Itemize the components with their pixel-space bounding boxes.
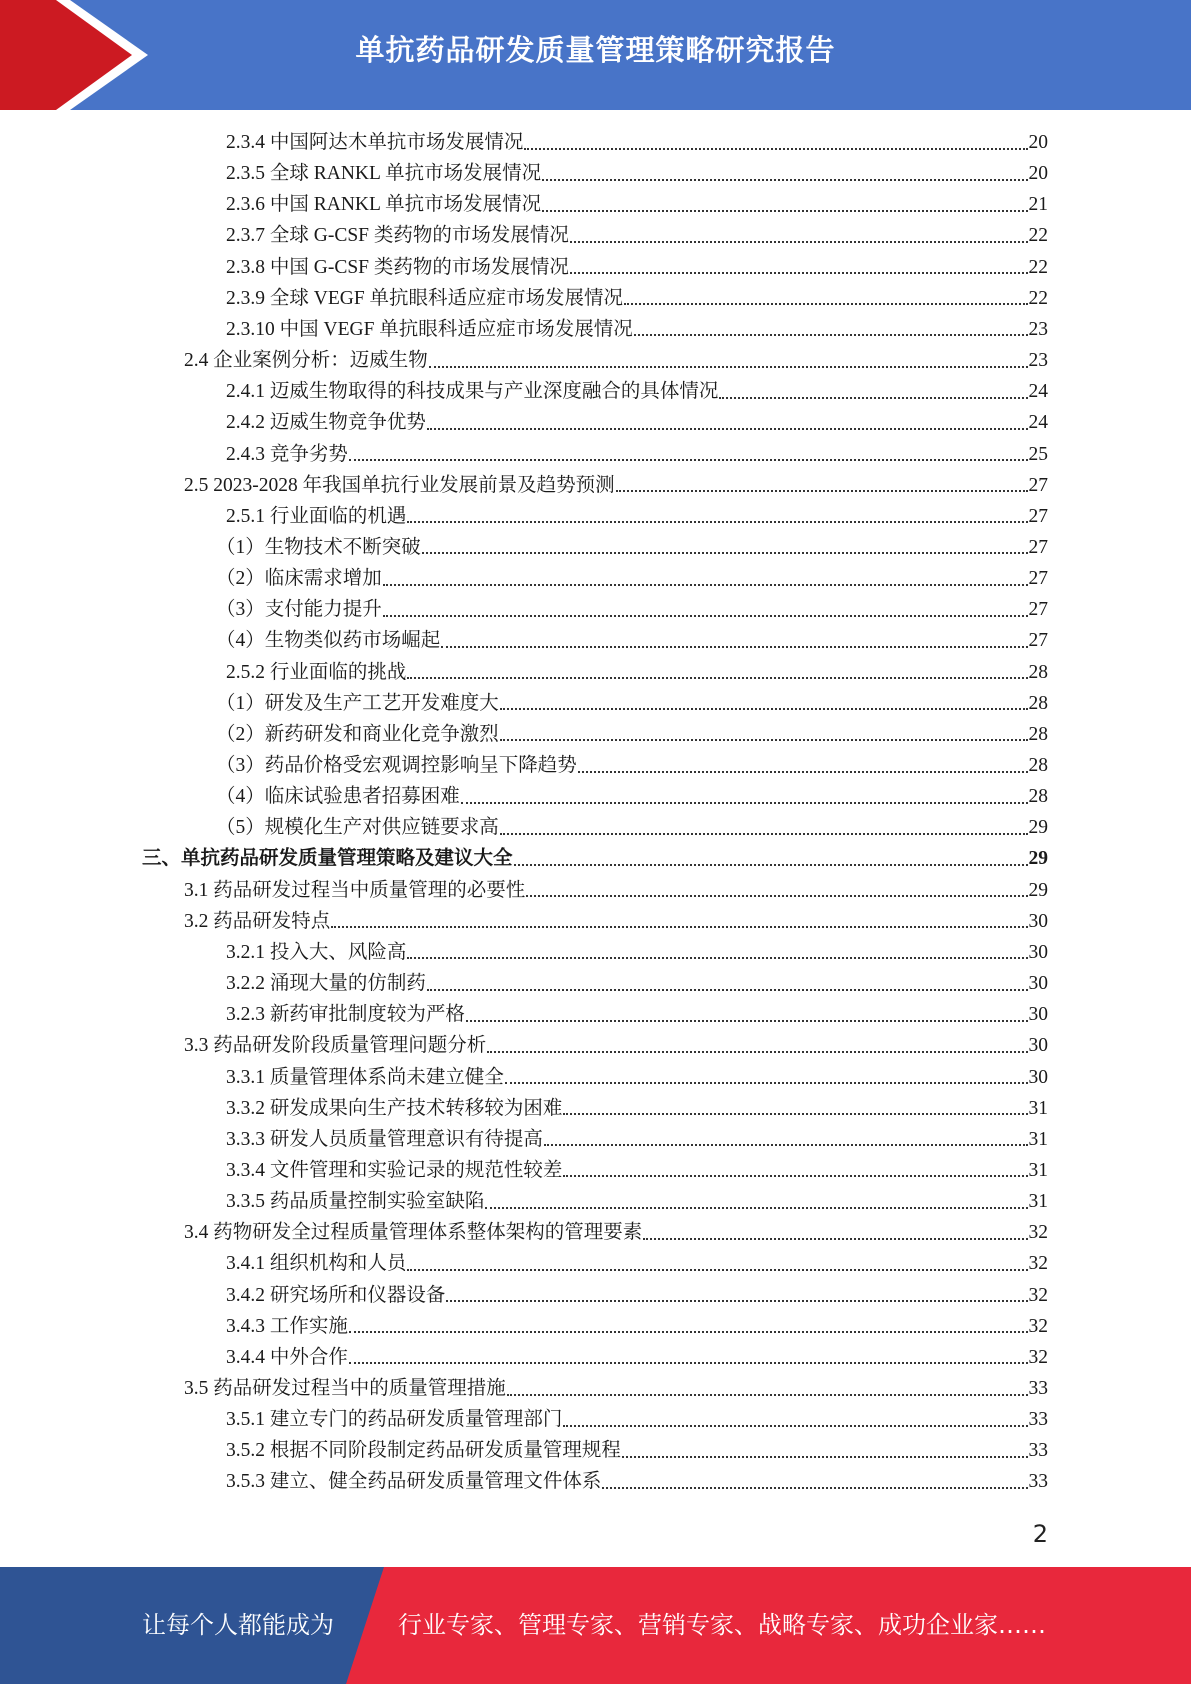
toc-dot-leader	[500, 739, 1028, 741]
toc-entry[interactable]	[226, 1404, 1048, 1435]
toc-entry-title: 2.3.8 中国 G-CSF 类药物的市场发展情况	[226, 256, 569, 278]
toc-entry-page: 31	[1028, 1159, 1048, 1181]
toc-entry[interactable]	[216, 594, 1048, 625]
toc-entry-page: 30	[1028, 973, 1048, 995]
toc-entry[interactable]	[226, 501, 1048, 532]
toc-dot-leader	[526, 895, 1027, 897]
toc-entry[interactable]	[226, 127, 1048, 158]
toc-dot-leader	[507, 1394, 1028, 1396]
toc-entry-title: 3.2 药品研发特点	[184, 910, 331, 932]
toc-entry[interactable]	[184, 1373, 1048, 1404]
toc-entry[interactable]	[184, 875, 1048, 906]
toc-entry-page: 31	[1028, 1191, 1048, 1213]
toc-entry[interactable]	[226, 158, 1048, 189]
toc-entry-page: 30	[1028, 910, 1048, 932]
toc-entry[interactable]	[226, 657, 1048, 688]
page-number: 2	[1032, 1520, 1048, 1548]
page-footer	[0, 1567, 1191, 1684]
toc-entry[interactable]	[216, 625, 1048, 656]
toc-entry-page: 22	[1028, 256, 1048, 278]
toc-entry[interactable]	[226, 1093, 1048, 1124]
toc-entry[interactable]	[226, 1155, 1048, 1186]
toc-entry-title: 3.3.1 质量管理体系尚未建立健全	[226, 1066, 504, 1088]
toc-entry-page: 22	[1028, 225, 1048, 247]
toc-dot-leader	[544, 1144, 1028, 1146]
toc-entry-title: （2）新药研发和商业化竞争激烈	[216, 723, 499, 745]
toc-entry[interactable]	[184, 1030, 1048, 1061]
toc-entry[interactable]	[216, 750, 1048, 781]
toc-dot-leader	[407, 957, 1027, 959]
toc-entry[interactable]	[216, 688, 1048, 719]
toc-entry[interactable]	[226, 1124, 1048, 1155]
toc-dot-leader	[500, 708, 1028, 710]
toc-dot-leader	[429, 366, 1028, 368]
toc-dot-leader	[487, 1051, 1027, 1053]
toc-dot-leader	[427, 428, 1028, 430]
toc-entry-title: （3）支付能力提升	[216, 599, 382, 621]
toc-entry[interactable]	[226, 1186, 1048, 1217]
toc-dot-leader	[349, 459, 1028, 461]
toc-entry-page: 23	[1028, 350, 1048, 372]
toc-entry-page: 27	[1028, 630, 1048, 652]
toc-entry[interactable]	[226, 252, 1048, 283]
toc-dot-leader	[563, 1113, 1027, 1115]
toc-entry-title: 2.5.1 行业面临的机遇	[226, 505, 407, 527]
toc-dot-leader	[485, 1207, 1027, 1209]
toc-dot-leader	[563, 1175, 1027, 1177]
page-header	[0, 0, 1191, 110]
toc-entry[interactable]	[184, 1217, 1048, 1248]
toc-entry-title: 3.4.4 中外合作	[226, 1346, 348, 1368]
toc-entry[interactable]	[226, 376, 1048, 407]
toc-entry-title: 3.4.3 工作实施	[226, 1315, 348, 1337]
toc-entry[interactable]	[226, 407, 1048, 438]
toc-entry-title: 2.3.9 全球 VEGF 单抗眼科适应症市场发展情况	[226, 287, 624, 309]
toc-entry-page: 27	[1028, 505, 1048, 527]
toc-entry-page: 30	[1028, 1035, 1048, 1057]
toc-entry[interactable]	[226, 1280, 1048, 1311]
toc-entry-title: 3.5.2 根据不同阶段制定药品研发质量管理规程	[226, 1440, 621, 1462]
toc-entry-title: （3）药品价格受宏观调控影响呈下降趋势	[216, 755, 577, 776]
toc-entry[interactable]	[226, 1311, 1048, 1342]
toc-entry[interactable]	[226, 439, 1048, 470]
toc-entry-title: 2.4.2 迈威生物竞争优势	[226, 412, 426, 434]
toc-dot-leader	[624, 303, 1027, 305]
toc-entry-page: 22	[1028, 287, 1048, 309]
toc-dot-leader	[524, 148, 1027, 150]
toc-dot-leader	[461, 802, 1028, 804]
toc-entry-page: 33	[1028, 1471, 1048, 1493]
toc-dot-leader	[500, 833, 1028, 835]
report-title: 单抗药品研发质量管理策略研究报告	[355, 33, 836, 67]
toc-entry-title: （1）研发及生产工艺开发难度大	[216, 692, 499, 714]
toc-entry[interactable]	[226, 220, 1048, 251]
toc-entry-page: 33	[1028, 1378, 1048, 1399]
toc-entry-page: 30	[1028, 1004, 1048, 1026]
toc-dot-leader	[514, 864, 1028, 866]
toc-entry-page: 27	[1028, 568, 1048, 590]
toc-entry-title: 2.3.5 全球 RANKL 单抗市场发展情况	[226, 163, 542, 185]
toc-entry[interactable]	[226, 1342, 1048, 1373]
toc-entry-page: 20	[1028, 132, 1048, 153]
toc-entry[interactable]	[184, 345, 1048, 376]
toc-entry-title: 2.3.7 全球 G-CSF 类药物的市场发展情况	[226, 225, 569, 247]
toc-entry-title: 三、单抗药品研发质量管理策略及建议大全	[142, 848, 513, 870]
toc-entry-page: 32	[1028, 1346, 1048, 1368]
toc-entry-page: 28	[1028, 661, 1048, 683]
toc-entry-title: 3.3.3 研发人员质量管理意识有待提高	[226, 1128, 543, 1150]
toc-dot-leader	[422, 552, 1028, 554]
toc-entry[interactable]	[216, 781, 1048, 812]
toc-entry-title: 2.5.2 行业面临的挑战	[226, 661, 407, 683]
toc-entry-page: 21	[1028, 194, 1048, 216]
toc-entry[interactable]	[226, 999, 1048, 1030]
toc-entry-title: 3.5 药品研发过程当中的质量管理措施	[184, 1378, 506, 1399]
toc-entry-title: 2.3.6 中国 RANKL 单抗市场发展情况	[226, 194, 542, 216]
toc-entry-title: 2.5 2023-2028 年我国单抗行业发展前景及趋势预测	[184, 474, 615, 496]
toc-dot-leader	[570, 272, 1028, 274]
toc-entry[interactable]	[184, 470, 1048, 501]
toc-entry-title: 3.3 药品研发阶段质量管理问题分析	[184, 1035, 487, 1057]
toc-entry[interactable]	[216, 532, 1048, 563]
toc-entry[interactable]	[226, 1466, 1048, 1497]
toc-dot-leader	[643, 1238, 1027, 1240]
toc-entry-title: 3.3.4 文件管理和实验记录的规范性较差	[226, 1159, 563, 1181]
toc-entry-title: 3.5.1 建立专门的药品研发质量管理部门	[226, 1409, 563, 1431]
toc-entry[interactable]	[216, 719, 1048, 750]
toc-entry-title: 3.3.2 研发成果向生产技术转移较为困难	[226, 1097, 563, 1119]
toc-entry-title: 3.3.5 药品质量控制实验室缺陷	[226, 1191, 485, 1213]
toc-entry[interactable]	[226, 1062, 1048, 1093]
toc-entry-page: 33	[1028, 1409, 1048, 1431]
toc-entry[interactable]	[216, 812, 1048, 843]
footer-slogan-left: 让每个人都能成为	[142, 1611, 334, 1639]
toc-dot-leader	[331, 926, 1027, 928]
footer-slogan-right: 行业专家、管理专家、营销专家、战略专家、成功企业家……	[398, 1611, 1046, 1639]
toc-dot-leader	[407, 677, 1027, 679]
toc-entry[interactable]	[226, 1435, 1048, 1466]
toc-entry-page: 29	[1028, 848, 1048, 870]
toc-entry-page: 31	[1028, 1128, 1048, 1150]
toc-dot-leader	[383, 584, 1028, 586]
toc-dot-leader	[602, 1487, 1027, 1489]
toc-entry-page: 28	[1028, 692, 1048, 714]
toc-entry-title: 3.4.1 组织机构和人员	[226, 1253, 407, 1275]
toc-entry-title: 3.4 药物研发全过程质量管理体系整体架构的管理要素	[184, 1222, 643, 1244]
toc-dot-leader	[542, 179, 1027, 181]
toc-entry-title: （2）临床需求增加	[216, 568, 382, 590]
toc-entry-title: （5）规模化生产对供应链要求高	[216, 817, 499, 839]
toc-dot-leader	[446, 1300, 1027, 1302]
toc-entry[interactable]	[184, 906, 1048, 937]
toc-entry-page: 29	[1028, 879, 1048, 901]
toc-entry-page: 28	[1028, 723, 1048, 745]
toc-entry-title: （4）生物类似药市场崛起	[216, 630, 441, 652]
toc-entry-page: 27	[1028, 599, 1048, 621]
toc-entry-page: 32	[1028, 1253, 1048, 1275]
toc-entry[interactable]	[226, 314, 1048, 345]
toc-dot-leader	[622, 1456, 1028, 1458]
toc-dot-leader	[427, 989, 1028, 991]
toc-entry-page: 30	[1028, 941, 1048, 963]
toc-entry-title: 2.3.4 中国阿达木单抗市场发展情况	[226, 132, 524, 153]
toc-dot-leader	[407, 1269, 1027, 1271]
toc-entry-page: 24	[1028, 412, 1048, 434]
toc-entry-page: 27	[1028, 474, 1048, 496]
toc-entry[interactable]	[226, 283, 1048, 314]
toc-entry-title: 3.2.1 投入大、风险高	[226, 941, 407, 963]
toc-dot-leader	[570, 241, 1028, 243]
toc-dot-leader	[578, 771, 1028, 773]
toc-entry-page: 31	[1028, 1097, 1048, 1119]
toc-dot-leader	[407, 521, 1027, 523]
toc-entry-title: 3.1 药品研发过程当中质量管理的必要性	[184, 879, 526, 901]
toc-entry[interactable]	[226, 968, 1048, 999]
toc-entry-page: 27	[1028, 536, 1048, 558]
toc-entry[interactable]	[142, 843, 1048, 874]
toc-dot-leader	[349, 1331, 1028, 1333]
toc-entry[interactable]	[226, 189, 1048, 220]
toc-dot-leader	[634, 334, 1028, 336]
toc-entry-page: 30	[1028, 1066, 1048, 1088]
toc-entry-title: 2.3.10 中国 VEGF 单抗眼科适应症市场发展情况	[226, 318, 633, 340]
toc-entry-page: 33	[1028, 1440, 1048, 1462]
toc-dot-leader	[719, 397, 1027, 399]
toc-entry-title: 3.5.3 建立、健全药品研发质量管理文件体系	[226, 1471, 602, 1493]
toc-entry-title: 3.4.2 研究场所和仪器设备	[226, 1284, 446, 1306]
toc-entry[interactable]	[226, 1248, 1048, 1279]
toc-dot-leader	[466, 1020, 1028, 1022]
toc-entry-title: （4）临床试验患者招募困难	[216, 786, 460, 808]
toc-entry[interactable]	[216, 563, 1048, 594]
toc-dot-leader	[542, 210, 1027, 212]
toc-entry-page: 24	[1028, 381, 1048, 403]
toc-entry-title: 3.2.3 新药审批制度较为严格	[226, 1004, 465, 1026]
toc-entry-page: 23	[1028, 318, 1048, 340]
toc-entry-page: 28	[1028, 786, 1048, 808]
toc-entry-title: （1）生物技术不断突破	[216, 536, 421, 558]
toc-dot-leader	[616, 490, 1028, 492]
toc-entry-page: 25	[1028, 443, 1048, 465]
toc-entry-title: 2.4.3 竞争劣势	[226, 443, 348, 465]
toc-entry-title: 2.4 企业案例分析：迈威生物	[184, 350, 428, 372]
toc-dot-leader	[441, 646, 1027, 648]
toc-dot-leader	[505, 1082, 1028, 1084]
toc-entry-page: 32	[1028, 1222, 1048, 1244]
toc-entry-page: 20	[1028, 163, 1048, 185]
toc-entry-page: 32	[1028, 1315, 1048, 1337]
toc-entry-page: 28	[1028, 755, 1048, 776]
toc-entry-title: 3.2.2 涌现大量的仿制药	[226, 973, 426, 995]
toc-entry-page: 32	[1028, 1284, 1048, 1306]
toc-dot-leader	[349, 1362, 1028, 1364]
toc-entry[interactable]	[226, 937, 1048, 968]
toc-dot-leader	[383, 615, 1028, 617]
toc-entry-page: 29	[1028, 817, 1048, 839]
toc-entry-title: 2.4.1 迈威生物取得的科技成果与产业深度融合的具体情况	[226, 381, 719, 403]
toc-dot-leader	[563, 1425, 1027, 1427]
